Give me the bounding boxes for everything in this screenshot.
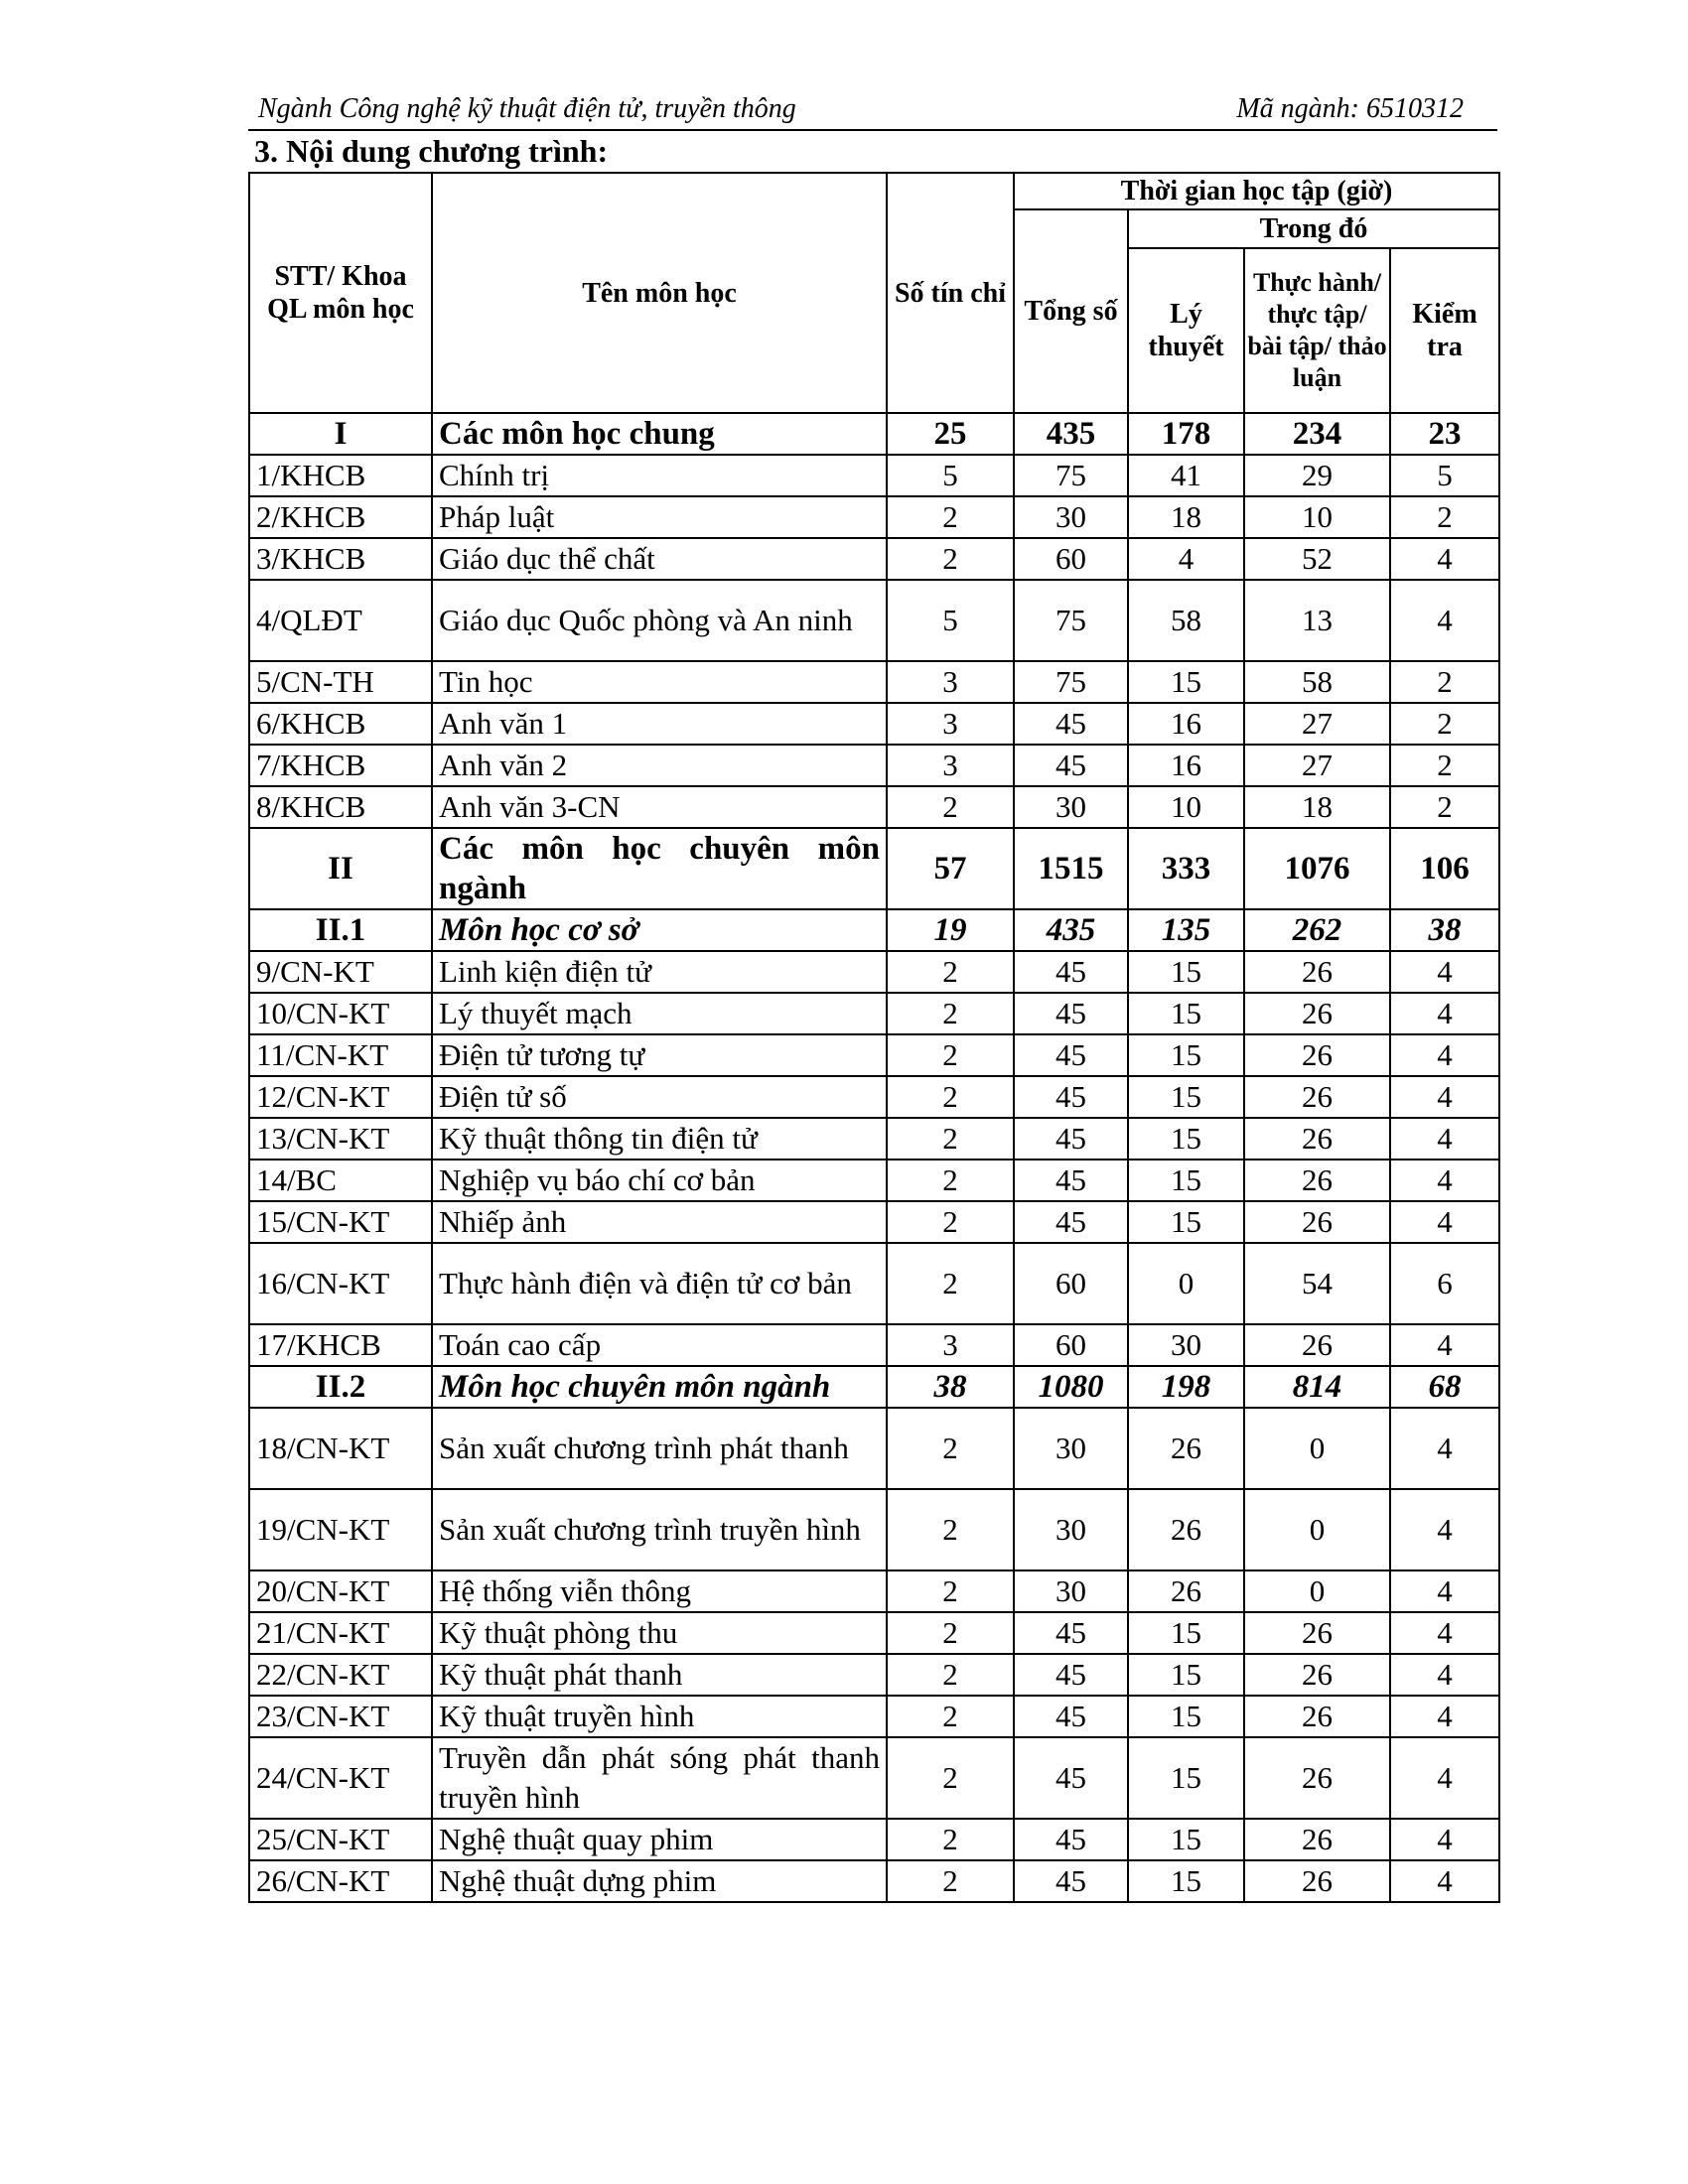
cell-exam: 4 <box>1390 1737 1499 1819</box>
cell-credits: 2 <box>887 786 1014 828</box>
cell-practice: 27 <box>1244 745 1390 786</box>
cell-stt: 6/KHCB <box>249 703 432 745</box>
cell-course-name: Môn học chuyên môn ngành <box>432 1366 887 1408</box>
cell-exam: 6 <box>1390 1243 1499 1324</box>
cell-theory: 15 <box>1128 1737 1244 1819</box>
cell-course-name: Linh kiện điện tử <box>432 951 887 993</box>
cell-course-name: Kỹ thuật thông tin điện tử <box>432 1118 887 1160</box>
cell-credits: 2 <box>887 1408 1014 1489</box>
cell-stt: 10/CN-KT <box>249 993 432 1034</box>
cell-exam: 4 <box>1390 1696 1499 1737</box>
cell-exam: 4 <box>1390 1034 1499 1076</box>
cell-stt: 8/KHCB <box>249 786 432 828</box>
cell-total: 45 <box>1014 703 1128 745</box>
cell-total: 45 <box>1014 1696 1128 1737</box>
cell-credits: 3 <box>887 1324 1014 1366</box>
cell-course-name: Kỹ thuật truyền hình <box>432 1696 887 1737</box>
cell-theory: 16 <box>1128 703 1244 745</box>
cell-exam: 4 <box>1390 1160 1499 1201</box>
cell-theory: 0 <box>1128 1243 1244 1324</box>
cell-exam: 2 <box>1390 786 1499 828</box>
table-row <box>249 1654 1499 1696</box>
cell-course-name: Hệ thống viễn thông <box>432 1570 887 1612</box>
cell-credits: 2 <box>887 1570 1014 1612</box>
cell-exam: 4 <box>1390 1570 1499 1612</box>
cell-practice: 26 <box>1244 1612 1390 1654</box>
cell-course-name: Nghiệp vụ báo chí cơ bản <box>432 1160 887 1201</box>
cell-total: 45 <box>1014 745 1128 786</box>
cell-practice: 26 <box>1244 1076 1390 1118</box>
cell-credits: 3 <box>887 703 1014 745</box>
cell-theory: 15 <box>1128 1696 1244 1737</box>
cell-theory: 16 <box>1128 745 1244 786</box>
cell-total: 1080 <box>1014 1366 1128 1408</box>
cell-total: 45 <box>1014 1612 1128 1654</box>
cell-theory: 135 <box>1128 909 1244 951</box>
cell-total: 45 <box>1014 1860 1128 1902</box>
table-row <box>249 1612 1499 1654</box>
table-row <box>249 703 1499 745</box>
cell-course-name: Giáo dục Quốc phòng và An ninh <box>432 580 887 661</box>
table-row <box>249 1034 1499 1076</box>
cell-practice: 26 <box>1244 1324 1390 1366</box>
cell-stt: 20/CN-KT <box>249 1570 432 1612</box>
table-row <box>249 786 1499 828</box>
table-row <box>249 661 1499 703</box>
cell-course-name: Thực hành điện và điện tử cơ bản <box>432 1243 887 1324</box>
cell-exam: 2 <box>1390 661 1499 703</box>
cell-total: 45 <box>1014 1076 1128 1118</box>
cell-stt: 13/CN-KT <box>249 1118 432 1160</box>
cell-theory: 15 <box>1128 1654 1244 1696</box>
cell-theory: 15 <box>1128 1860 1244 1902</box>
cell-credits: 2 <box>887 1076 1014 1118</box>
cell-stt: II.2 <box>249 1366 432 1408</box>
cell-theory: 15 <box>1128 661 1244 703</box>
cell-theory: 4 <box>1128 538 1244 580</box>
cell-exam: 4 <box>1390 1654 1499 1696</box>
cell-theory: 15 <box>1128 1076 1244 1118</box>
cell-theory: 18 <box>1128 496 1244 538</box>
cell-stt: 12/CN-KT <box>249 1076 432 1118</box>
table-row <box>249 1118 1499 1160</box>
cell-exam: 4 <box>1390 1201 1499 1243</box>
cell-theory: 15 <box>1128 1034 1244 1076</box>
cell-practice: 54 <box>1244 1243 1390 1324</box>
cell-total: 435 <box>1014 413 1128 455</box>
cell-total: 45 <box>1014 993 1128 1034</box>
cell-stt: 21/CN-KT <box>249 1612 432 1654</box>
cell-practice: 29 <box>1244 455 1390 496</box>
cell-course-name: Nghệ thuật dựng phim <box>432 1860 887 1902</box>
cell-total: 75 <box>1014 661 1128 703</box>
cell-course-name: Pháp luật <box>432 496 887 538</box>
cell-theory: 10 <box>1128 786 1244 828</box>
cell-total: 30 <box>1014 1570 1128 1612</box>
cell-theory: 15 <box>1128 1160 1244 1201</box>
cell-total: 45 <box>1014 951 1128 993</box>
header-exam: Kiểm tra <box>1390 248 1499 413</box>
table-row <box>249 1819 1499 1860</box>
table-row <box>249 1489 1499 1570</box>
program-code: Mã ngành: 6510312 <box>1236 93 1464 124</box>
cell-course-name: Các môn học chuyên môn ngành <box>432 828 887 909</box>
table-row <box>249 538 1499 580</box>
cell-course-name: Sản xuất chương trình phát thanh <box>432 1408 887 1489</box>
table-row <box>249 1160 1499 1201</box>
cell-total: 60 <box>1014 538 1128 580</box>
cell-course-name: Môn học cơ sở <box>432 909 887 951</box>
cell-total: 45 <box>1014 1118 1128 1160</box>
cell-credits: 25 <box>887 413 1014 455</box>
cell-exam: 4 <box>1390 993 1499 1034</box>
cell-stt: 17/KHCB <box>249 1324 432 1366</box>
cell-practice: 26 <box>1244 1118 1390 1160</box>
cell-course-name: Anh văn 1 <box>432 703 887 745</box>
cell-total: 60 <box>1014 1324 1128 1366</box>
cell-exam: 4 <box>1390 1860 1499 1902</box>
cell-stt: 4/QLĐT <box>249 580 432 661</box>
header-credits: Số tín chỉ <box>887 173 1014 413</box>
cell-stt: 7/KHCB <box>249 745 432 786</box>
cell-course-name: Điện tử số <box>432 1076 887 1118</box>
cell-course-name: Nghệ thuật quay phim <box>432 1819 887 1860</box>
cell-practice: 234 <box>1244 413 1390 455</box>
cell-credits: 2 <box>887 1118 1014 1160</box>
cell-total: 30 <box>1014 786 1128 828</box>
cell-exam: 4 <box>1390 1118 1499 1160</box>
cell-stt: 14/BC <box>249 1160 432 1201</box>
cell-practice: 262 <box>1244 909 1390 951</box>
cell-total: 45 <box>1014 1819 1128 1860</box>
cell-credits: 2 <box>887 1654 1014 1696</box>
cell-exam: 4 <box>1390 1489 1499 1570</box>
cell-credits: 19 <box>887 909 1014 951</box>
table-row <box>249 1201 1499 1243</box>
cell-credits: 2 <box>887 993 1014 1034</box>
table-row <box>249 496 1499 538</box>
cell-exam: 106 <box>1390 828 1499 909</box>
cell-credits: 2 <box>887 1489 1014 1570</box>
table-row <box>249 1324 1499 1366</box>
cell-course-name: Truyền dẫn phát sóng phát thanh truyền hình <box>432 1737 887 1819</box>
program-name: Ngành Công nghệ kỹ thuật điện tử, truyền thông <box>258 93 796 124</box>
cell-total: 60 <box>1014 1243 1128 1324</box>
cell-exam: 68 <box>1390 1366 1499 1408</box>
cell-total: 75 <box>1014 455 1128 496</box>
cell-total: 1515 <box>1014 828 1128 909</box>
cell-stt: 25/CN-KT <box>249 1819 432 1860</box>
cell-stt: 19/CN-KT <box>249 1489 432 1570</box>
cell-course-name: Chính trị <box>432 455 887 496</box>
header-practice: Thực hành/ thực tập/ bài tập/ thảo luận <box>1244 248 1390 413</box>
cell-practice: 26 <box>1244 1860 1390 1902</box>
cell-stt: 23/CN-KT <box>249 1696 432 1737</box>
page-header <box>248 91 1497 131</box>
cell-course-name: Sản xuất chương trình truyền hình <box>432 1489 887 1570</box>
cell-total: 45 <box>1014 1034 1128 1076</box>
cell-exam: 23 <box>1390 413 1499 455</box>
cell-course-name: Tin học <box>432 661 887 703</box>
cell-theory: 15 <box>1128 1201 1244 1243</box>
cell-practice: 26 <box>1244 1160 1390 1201</box>
cell-theory: 26 <box>1128 1489 1244 1570</box>
cell-stt: 15/CN-KT <box>249 1201 432 1243</box>
cell-stt: 11/CN-KT <box>249 1034 432 1076</box>
cell-credits: 2 <box>887 538 1014 580</box>
cell-credits: 2 <box>887 1737 1014 1819</box>
cell-exam: 4 <box>1390 1612 1499 1654</box>
cell-credits: 5 <box>887 580 1014 661</box>
cell-practice: 26 <box>1244 1654 1390 1696</box>
cell-stt: 1/KHCB <box>249 455 432 496</box>
table-row <box>249 828 1499 909</box>
cell-credits: 2 <box>887 1160 1014 1201</box>
cell-credits: 2 <box>887 951 1014 993</box>
cell-stt: 9/CN-KT <box>249 951 432 993</box>
cell-theory: 15 <box>1128 1612 1244 1654</box>
cell-practice: 26 <box>1244 993 1390 1034</box>
cell-practice: 18 <box>1244 786 1390 828</box>
cell-credits: 2 <box>887 1819 1014 1860</box>
cell-credits: 2 <box>887 1034 1014 1076</box>
cell-total: 45 <box>1014 1201 1128 1243</box>
cell-course-name: Kỹ thuật phòng thu <box>432 1612 887 1654</box>
cell-practice: 13 <box>1244 580 1390 661</box>
cell-course-name: Giáo dục thể chất <box>432 538 887 580</box>
cell-credits: 2 <box>887 496 1014 538</box>
cell-practice: 1076 <box>1244 828 1390 909</box>
cell-exam: 4 <box>1390 538 1499 580</box>
cell-practice: 0 <box>1244 1408 1390 1489</box>
header-course-name: Tên môn học <box>432 173 887 413</box>
cell-practice: 10 <box>1244 496 1390 538</box>
table-row <box>249 1408 1499 1489</box>
cell-exam: 4 <box>1390 1076 1499 1118</box>
cell-exam: 4 <box>1390 580 1499 661</box>
cell-theory: 30 <box>1128 1324 1244 1366</box>
cell-stt: 18/CN-KT <box>249 1408 432 1489</box>
cell-stt: 2/KHCB <box>249 496 432 538</box>
cell-credits: 3 <box>887 661 1014 703</box>
table-row <box>249 1696 1499 1737</box>
table-row <box>249 1860 1499 1902</box>
table-row <box>249 1570 1499 1612</box>
cell-practice: 58 <box>1244 661 1390 703</box>
cell-total: 435 <box>1014 909 1128 951</box>
cell-exam: 38 <box>1390 909 1499 951</box>
cell-exam: 4 <box>1390 951 1499 993</box>
cell-stt: I <box>249 413 432 455</box>
cell-practice: 26 <box>1244 1201 1390 1243</box>
table-row <box>249 745 1499 786</box>
cell-total: 45 <box>1014 1737 1128 1819</box>
cell-credits: 2 <box>887 1243 1014 1324</box>
cell-stt: 5/CN-TH <box>249 661 432 703</box>
table-row <box>249 993 1499 1034</box>
cell-stt: 26/CN-KT <box>249 1860 432 1902</box>
cell-theory: 15 <box>1128 993 1244 1034</box>
cell-theory: 15 <box>1128 1819 1244 1860</box>
cell-practice: 27 <box>1244 703 1390 745</box>
header-of-which: Trong đó <box>1128 209 1499 248</box>
cell-practice: 814 <box>1244 1366 1390 1408</box>
cell-credits: 2 <box>887 1201 1014 1243</box>
cell-theory: 178 <box>1128 413 1244 455</box>
cell-practice: 0 <box>1244 1489 1390 1570</box>
cell-total: 75 <box>1014 580 1128 661</box>
cell-course-name: Điện tử tương tự <box>432 1034 887 1076</box>
cell-theory: 15 <box>1128 951 1244 993</box>
cell-practice: 26 <box>1244 1696 1390 1737</box>
table-row <box>249 455 1499 496</box>
cell-practice: 26 <box>1244 1819 1390 1860</box>
cell-total: 30 <box>1014 496 1128 538</box>
cell-stt: 3/KHCB <box>249 538 432 580</box>
cell-credits: 57 <box>887 828 1014 909</box>
cell-course-name: Các môn học chung <box>432 413 887 455</box>
cell-credits: 3 <box>887 745 1014 786</box>
section-title: 3. Nội dung chương trình: <box>254 133 609 169</box>
cell-credits: 5 <box>887 455 1014 496</box>
curriculum-table <box>248 172 1500 1903</box>
header-theory: Lý thuyết <box>1128 248 1244 413</box>
cell-course-name: Nhiếp ảnh <box>432 1201 887 1243</box>
table-row <box>249 580 1499 661</box>
cell-credits: 2 <box>887 1860 1014 1902</box>
cell-exam: 4 <box>1390 1324 1499 1366</box>
cell-total: 45 <box>1014 1160 1128 1201</box>
cell-total: 30 <box>1014 1489 1128 1570</box>
table-row <box>249 413 1499 455</box>
cell-course-name: Toán cao cấp <box>432 1324 887 1366</box>
cell-stt: 16/CN-KT <box>249 1243 432 1324</box>
cell-course-name: Anh văn 3-CN <box>432 786 887 828</box>
cell-course-name: Lý thuyết mạch <box>432 993 887 1034</box>
cell-credits: 38 <box>887 1366 1014 1408</box>
cell-theory: 41 <box>1128 455 1244 496</box>
cell-theory: 15 <box>1128 1118 1244 1160</box>
cell-exam: 5 <box>1390 455 1499 496</box>
cell-stt: II.1 <box>249 909 432 951</box>
cell-course-name: Kỹ thuật phát thanh <box>432 1654 887 1696</box>
table-row <box>249 951 1499 993</box>
cell-exam: 4 <box>1390 1819 1499 1860</box>
cell-practice: 26 <box>1244 1034 1390 1076</box>
cell-theory: 333 <box>1128 828 1244 909</box>
table-row <box>249 1243 1499 1324</box>
header-study-time: Thời gian học tập (giờ) <box>1014 173 1499 209</box>
cell-exam: 2 <box>1390 703 1499 745</box>
table-row <box>249 1737 1499 1819</box>
cell-course-name: Anh văn 2 <box>432 745 887 786</box>
table-header <box>249 173 1499 413</box>
cell-stt: 22/CN-KT <box>249 1654 432 1696</box>
cell-practice: 26 <box>1244 951 1390 993</box>
header-total: Tổng số <box>1014 209 1128 413</box>
cell-practice: 52 <box>1244 538 1390 580</box>
cell-exam: 2 <box>1390 496 1499 538</box>
table-row <box>249 909 1499 951</box>
header-stt: STT/ Khoa QL môn học <box>249 173 432 413</box>
cell-exam: 2 <box>1390 745 1499 786</box>
cell-stt: 24/CN-KT <box>249 1737 432 1819</box>
table-row <box>249 1076 1499 1118</box>
cell-total: 45 <box>1014 1654 1128 1696</box>
cell-theory: 26 <box>1128 1408 1244 1489</box>
table-row <box>249 1366 1499 1408</box>
cell-theory: 198 <box>1128 1366 1244 1408</box>
cell-exam: 4 <box>1390 1408 1499 1489</box>
cell-practice: 0 <box>1244 1570 1390 1612</box>
cell-credits: 2 <box>887 1696 1014 1737</box>
cell-practice: 26 <box>1244 1737 1390 1819</box>
cell-total: 30 <box>1014 1408 1128 1489</box>
cell-theory: 58 <box>1128 580 1244 661</box>
cell-theory: 26 <box>1128 1570 1244 1612</box>
cell-stt: II <box>249 828 432 909</box>
cell-credits: 2 <box>887 1612 1014 1654</box>
